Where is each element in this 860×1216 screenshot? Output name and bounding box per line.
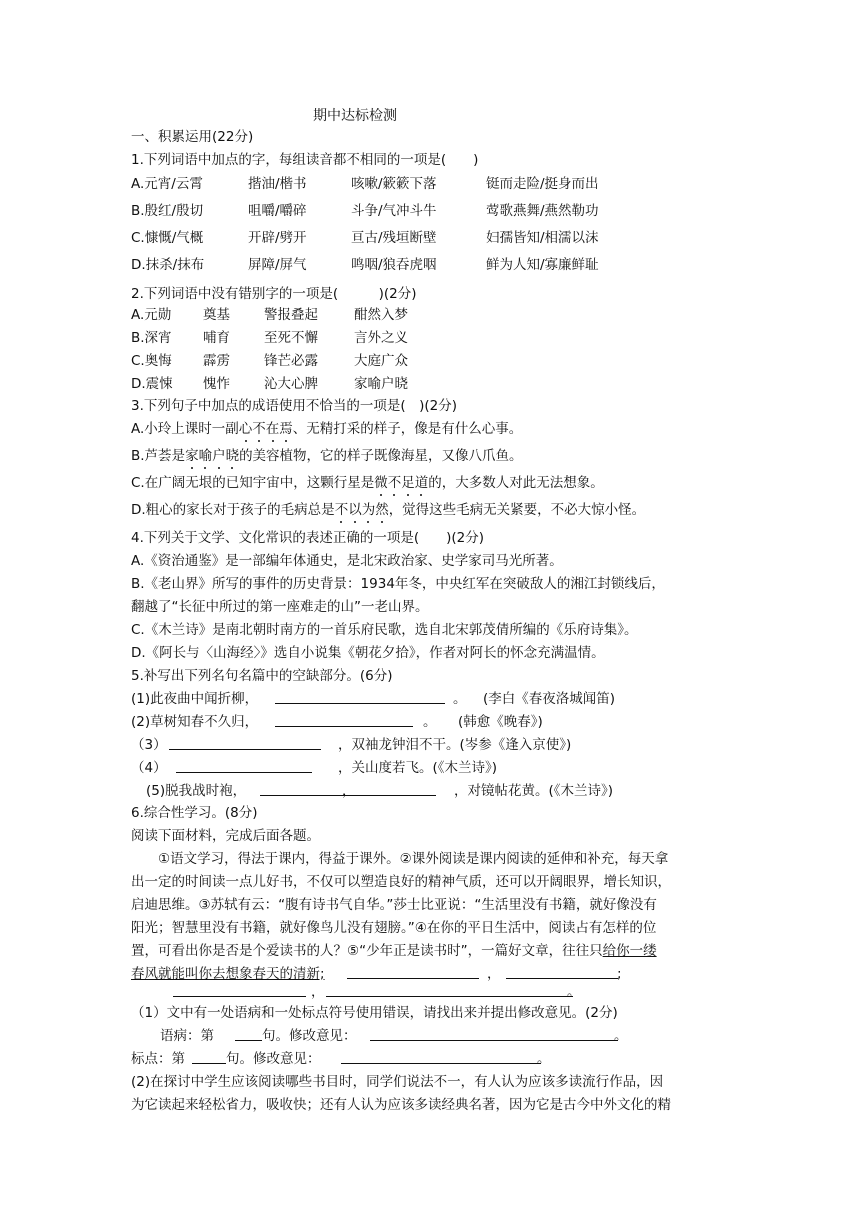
question-4-option-b-cont: 翻越了“长征中所过的第一座难走的山”一老山界。 bbox=[131, 599, 429, 615]
question-4-option-a: A.《资治通鉴》是一部编年体通史，是北宋政治家、史学家司马光所著。 bbox=[131, 553, 563, 569]
dotted-idiom: 微不足道 bbox=[374, 475, 429, 491]
question-4-option-b: B.《老山界》所写的事件的历史背景：1934年冬，中央红军在突破敌人的湘江封锁线后， bbox=[131, 576, 665, 592]
document-page: 期中达标检测 一、积累运用(22分) 1.下列词语中加点的字，每组读音都不相同的一项是( ) A.元宵/云霄 揩油/楷书 咳嗽/簌簌下落 铤而走险/挺身而出 B.殷红/殷切 咀嚼/嚼碎 斗争/气冲斗牛 莺歌燕舞/燕然勒功 C.慷慨/气概 开辟/劈开 亘古/残垣断壁 妇孺皆知/相濡以沫 D.抹杀/抹布 屏障/屏气 鸣咽/狼吞虎咽 鲜为人知/寡廉鲜耻 2.下列词语中没有错别字的一项是( )(2分) A.元勋 奠基 警报叠起 酣然入梦 B.深宵 哺育 至死不懈 言外之义 C.奥悔 霹雳 锋芒必露 大庭广众 D.震悚 愧怍 沁大心脾 家喻户晓 3.下列句子中加点的成语使用不恰当的一项是( )(2分) A.小玲上课时一副心不在焉、无精打采的样子，像是有什么心事。 B.芦荟是家喻户晓的美容植物，它的样子既像海星，又像八爪鱼。 C.在广阔无垠的已知宇宙中，这颗行星是微不足道的，大多数人对此无法想象。 D.粗心的家长对于孩子的毛病总是不以为然，觉得这些毛病无关紧要，不必大惊小怪。 4.下列关于文学、文化常识的表述正确的一项是( )(2分) A.《资治通鉴》是一部编年体通史，是北宋政治家、史学家司马光所著。 B.《老山界》所写的事件的历史背景：1934年冬，中央红军在突破敌人的湘江封锁线后， 翻越了“长征中所过的第一座难走的山”一老山界。 C.《木兰诗》是南北朝时南方的一首乐府民歌，选自北宋郭茂倩所编的《乐府诗集》。 D.《阿长与〈山海经〉》选自小说集《朝花夕拾》，作者对阿长的怀念充满温情。 5.补写出下列名句名篇中的空缺部分。(6分) (1)此夜曲中闻折柳， 。 (李白《春夜洛城闻笛) (2)草树知春不久归， 。 (韩愈《晚春》) （3） ，双袖龙钟泪不干。(岑参《逢入京使》) （4） ，关山度若飞。(《木兰诗》) (5)脱我战时袍， ， ，对镜帖花黄。(《木兰诗》) 6.综合性学习。(8分) 阅读下面材料，完成后面各题。 ①语文学习，得法于课内，得益于课外。②课外阅读是课内阅读的延伸和补充，每天拿 出一定的时间读一点儿好书，不仅可以塑造良好的精神气质，还可以开阔眼界，增长知识， 启迪思维。③苏轼有云：“腹有诗书气自华。”莎士比亚说：“生活里没有书籍，就好像没有 阳光；智慧里没有书籍，就好像鸟儿没有翅膀。”④在你的平日生活中，阅读占有怎样的位 置，可看出你是否是个爱读书的人？⑤“少年正是读书时”，一篇好文章，往往只给你一缕 春风就能叫你去想象春天的清新; ， ; ， 。 （1）文中有一处语病和一处标点符号使用错误，请找出来并提出修改意见。(2分) 语病：第 句。修改意见： 。 标点：第 句。修改意见： 。 (2)在探讨中学生应该阅读哪些书目时，同学们说法不一，有人认为应该多读流行作品，因 为它读起来轻松省力，吸收快；还有人认为应该多读经典名著，因为它是古今中外文化的精 bbox=[131, 108, 671, 1113]
page-title: 期中达标检测 bbox=[313, 108, 397, 124]
sub-question-2: (2)在探讨中学生应该阅读哪些书目时，同学们说法不一，有人认为应该多读流行作品，因 bbox=[131, 1074, 664, 1090]
question-3-stem: 3.下列句子中加点的成语使用不恰当的一项是( )(2分) bbox=[131, 398, 458, 414]
dotted-idiom: 不以为然 bbox=[334, 502, 389, 518]
question-4-stem: 4.下列关于文学、文化常识的表述正确的一项是( )(2分) bbox=[131, 530, 485, 546]
question-4-option-c: C.《木兰诗》是南北朝时南方的一首乐府民歌，选自北宋郭茂倩所编的《乐府诗集》。 bbox=[131, 622, 638, 638]
dotted-idiom: 心不在焉 bbox=[238, 421, 293, 437]
passage-line: 阳光；智慧里没有书籍，就好像鸟儿没有翅膀。”④在你的平日生活中，阅读占有怎样的位 bbox=[131, 920, 657, 936]
passage-line: 启迪思维。③苏轼有云：“腹有诗书气自华。”莎士比亚说：“生活里没有书籍，就好像没有 bbox=[131, 897, 657, 913]
passage-line: 置，可看出你是否是个爱读书的人？⑤“少年正是读书时”，一篇好文章，往往只给你一缕 bbox=[131, 943, 657, 959]
question-3-option-b: B.芦荟是家喻户晓的美容植物，它的样子既像海星，又像八爪鱼。 bbox=[131, 448, 523, 464]
section-heading: 一、积累运用(22分) bbox=[131, 129, 254, 145]
question-1-stem: 1.下列词语中加点的字，每组读音都不相同的一项是( ) bbox=[131, 152, 479, 168]
sub-question-1: （1）文中有一处语病和一处标点符号使用错误，请找出来并提出修改意见。(2分) bbox=[131, 1005, 618, 1021]
passage-line: 出一定的时间读一点儿好书，不仅可以塑造良好的精神气质，还可以开阔眼界，增长知识， bbox=[131, 874, 671, 890]
question-4-option-d: D.《阿长与〈山海经〉》选自小说集《朝花夕拾》，作者对阿长的怀念充满温情。 bbox=[131, 645, 605, 661]
question-5-stem: 5.补写出下列名句名篇中的空缺部分。(6分) bbox=[131, 668, 393, 684]
passage-line: ①语文学习，得法于课内，得益于课外。②课外阅读是课内阅读的延伸和补充，每天拿 bbox=[158, 851, 669, 867]
question-3-option-a: A.小玲上课时一副心不在焉、无精打采的样子，像是有什么心事。 bbox=[131, 421, 523, 437]
dotted-idiom: 家喻户晓 bbox=[185, 448, 240, 464]
question-2-stem: 2.下列词语中没有错别字的一项是( )(2分) bbox=[131, 286, 417, 302]
question-3-option-d: D.粗心的家长对于孩子的毛病总是不以为然，觉得这些毛病无关紧要，不必大惊小怪。 bbox=[131, 502, 646, 518]
sub-question-2-cont: 为它读起来轻松省力，吸收快；还有人认为应该多读经典名著，因为它是古今中外文化的精 bbox=[131, 1097, 671, 1113]
question-3-option-c: C.在广阔无垠的已知宇宙中，这颗行星是微不足道的，大多数人对此无法想象。 bbox=[131, 475, 604, 491]
question-6-intro: 阅读下面材料，完成后面各题。 bbox=[131, 828, 320, 844]
question-6-stem: 6.综合性学习。(8分) bbox=[131, 805, 258, 821]
